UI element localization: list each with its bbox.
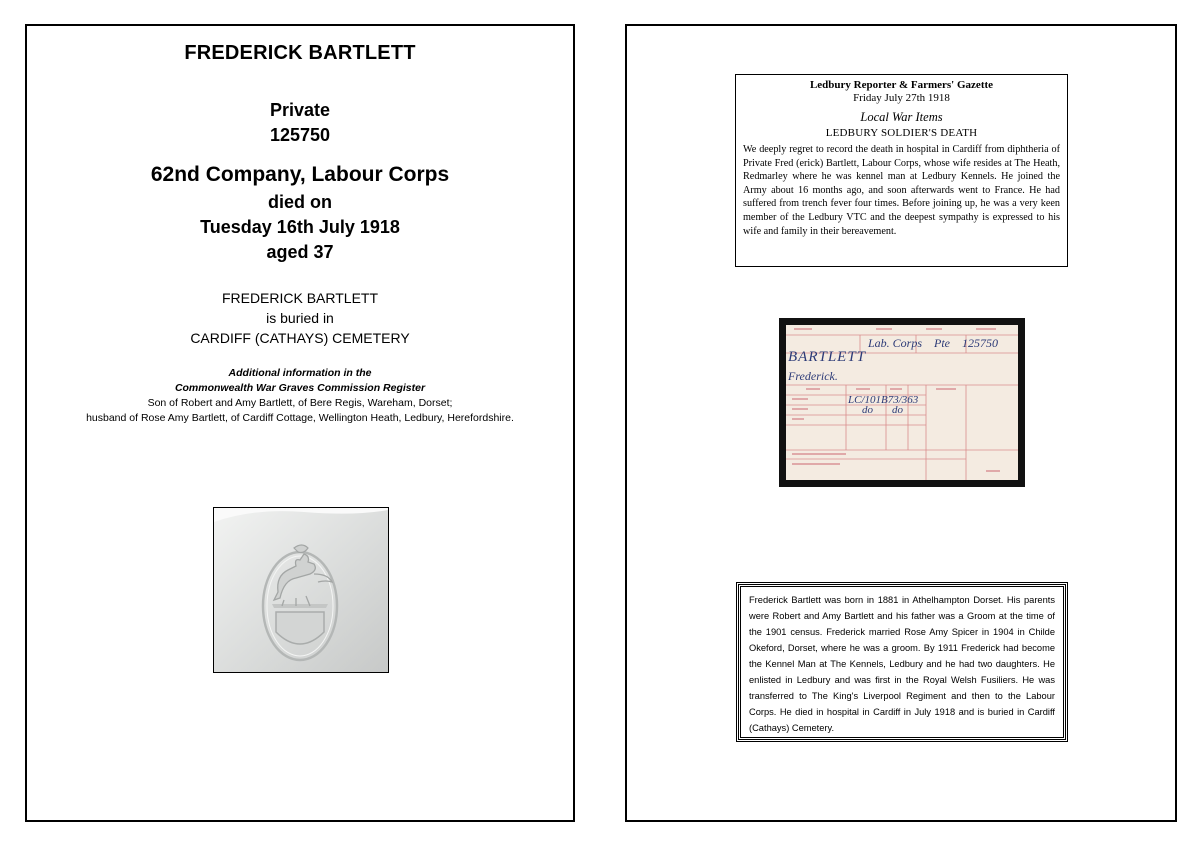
death-date: Tuesday 16th July 1918 xyxy=(200,217,400,237)
newspaper-section: Local War Items xyxy=(860,110,943,124)
burial-name: FREDERICK BARTLETT xyxy=(221,290,379,306)
biography-text: Frederick Bartlett was born in 1881 in Athelhampton Dorset. His parents were Robert and Amy Bartlett and his father was a Groom at the time of the 1901 census. Frederick married Rose Amy Spicer in 1904 in Childe Okeford, Dorset, where he was a groom. By 1911 Frederick had become the Kennel Man at The Kennels, Ledbury and he had two daughters. He enlisted in Ledbury and was first in the Royal Welsh Fusiliers. He was transferred to The King's Liverpool Regiment and then to the Labour Corps. He died in hospital in Cardiff in July 1918 and is buried in Cardiff (Cathays) Cemetery. xyxy=(749,595,1055,733)
left-page xyxy=(25,24,575,822)
burial-phrase: is buried in xyxy=(266,310,334,326)
headstone-emblem-image xyxy=(214,508,388,672)
newspaper-headline: LEDBURY SOLDIER'S DEATH xyxy=(825,127,978,139)
card-forename: Frederick. xyxy=(788,369,838,383)
additional-heading-2: Commonwealth War Graves Commission Register xyxy=(174,382,426,394)
medal-index-card xyxy=(786,325,1018,480)
card-corps: Lab. Corps xyxy=(868,336,923,350)
headstone-photo xyxy=(213,507,389,673)
card-ditto-1: do xyxy=(862,404,873,416)
newspaper-body: We deeply regret to record the death in hospital in Cardiff from diphtheria of Private Fred (erick) Bartlett, Labour Corps, whose wife resides at The Heath, Redmarley where he was kennel man at Ledbury Kennels. He joined the Army about 16 months ago, and soon afterwards went to France. He had suffered from trench fever four times. Before joining up, he was a very keen member of the Ledbury VTC and the deepest sympathy is expressed to his wife and family in their bereavement. xyxy=(743,144,1060,237)
newspaper-clipping xyxy=(735,74,1068,267)
newspaper-date: Friday July 27th 1918 xyxy=(853,92,950,104)
died-on-label: died on xyxy=(268,192,332,212)
additional-line-1: Son of Robert and Amy Bartlett, of Bere Regis, Wareham, Dorset; xyxy=(147,397,453,409)
card-number: 125750 xyxy=(962,336,998,350)
biography-box xyxy=(738,584,1066,740)
card-rank: Pte xyxy=(934,336,950,350)
service-number: 125750 xyxy=(269,125,331,145)
rank-block xyxy=(27,98,573,148)
unit-block xyxy=(27,160,573,265)
card-roll: LC/101B73/363 xyxy=(848,394,919,406)
soldier-name: FREDERICK BARTLETT xyxy=(184,42,416,64)
additional-line-2: husband of Rose Amy Bartlett, of Cardiff Cottage, Wellington Heath, Ledbury, Herefordshire. xyxy=(86,412,514,424)
newspaper-title: Ledbury Reporter & Farmers' Gazette xyxy=(809,79,994,91)
cemetery: CARDIFF (CATHAYS) CEMETERY xyxy=(190,330,410,346)
unit: 62nd Company, Labour Corps xyxy=(150,163,450,186)
additional-info xyxy=(27,366,573,426)
medal-card-photo xyxy=(779,318,1025,487)
age: aged 37 xyxy=(266,242,334,262)
card-surname: BARTLETT xyxy=(788,349,867,365)
rank: Private xyxy=(269,100,331,120)
card-ditto-2: do xyxy=(892,404,903,416)
additional-heading-1: Additional information in the xyxy=(228,367,372,379)
right-page xyxy=(625,24,1177,822)
burial-block xyxy=(27,288,573,348)
